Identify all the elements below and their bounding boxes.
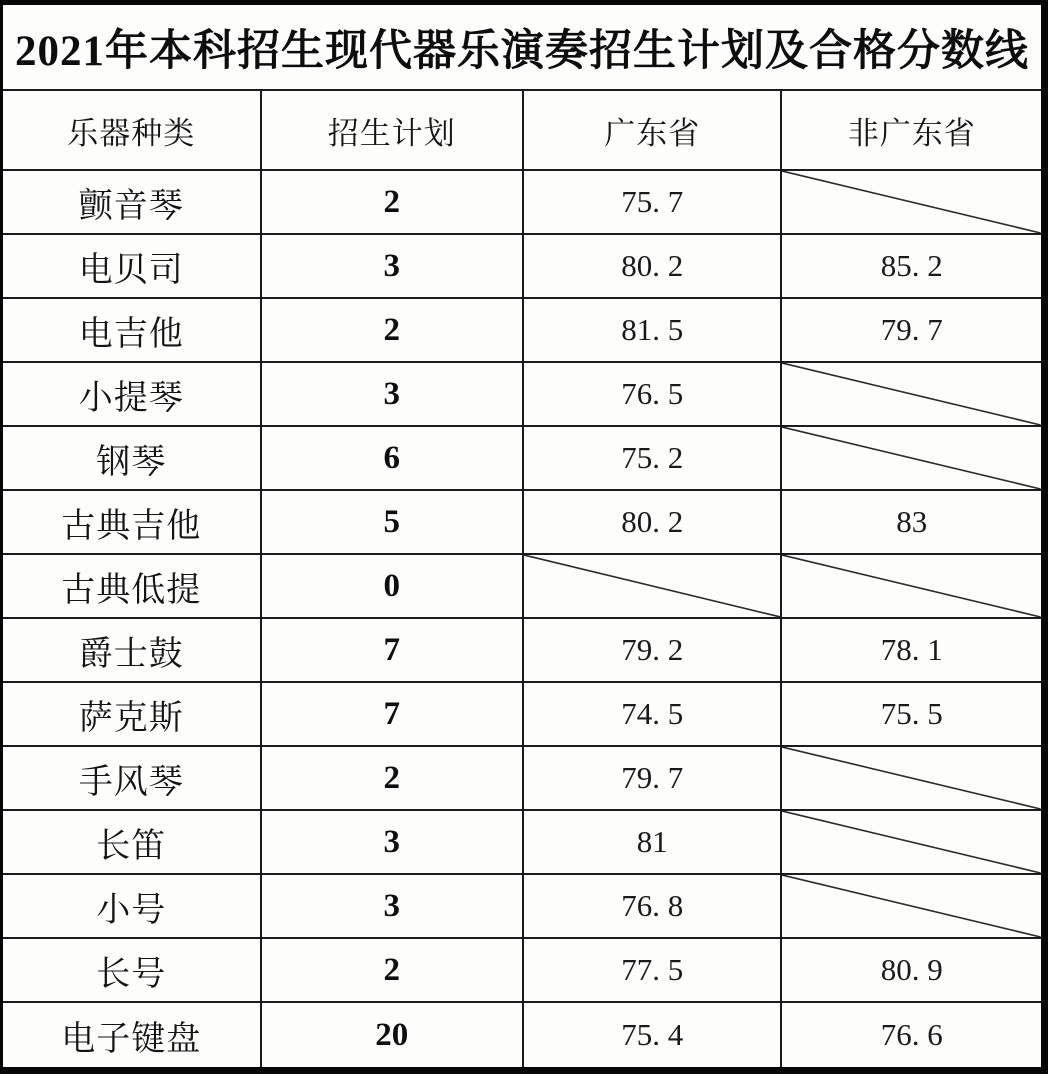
column-header-admission-plan: 招生计划 [262, 91, 524, 171]
guangdong-score-cell: 74. 5 [524, 683, 783, 747]
empty-cell-diagonal [782, 363, 1041, 427]
instrument-cell: 小提琴 [3, 363, 262, 427]
instrument-cell: 长笛 [3, 811, 262, 875]
non-guangdong-score-cell: 75. 5 [782, 683, 1041, 747]
non-guangdong-score-cell: 83 [782, 491, 1041, 555]
plan-cell: 20 [262, 1003, 524, 1067]
plan-cell: 2 [262, 939, 524, 1003]
instrument-cell: 电吉他 [3, 299, 262, 363]
guangdong-score-cell: 75. 2 [524, 427, 783, 491]
instrument-cell: 古典吉他 [3, 491, 262, 555]
diagonal-slash-line [782, 875, 1041, 937]
instrument-cell: 爵士鼓 [3, 619, 262, 683]
guangdong-score-cell: 81. 5 [524, 299, 783, 363]
plan-cell: 0 [262, 555, 524, 619]
non-guangdong-score-cell: 80. 9 [782, 939, 1041, 1003]
guangdong-score-cell: 81 [524, 811, 783, 875]
diagonal-slash-line [782, 171, 1041, 233]
instrument-cell: 小号 [3, 875, 262, 939]
column-header-instrument-type: 乐器种类 [3, 91, 262, 171]
instrument-cell: 长号 [3, 939, 262, 1003]
empty-cell-diagonal [524, 555, 783, 619]
admissions-table [3, 91, 1041, 1067]
diagonal-slash-line [782, 555, 1041, 617]
plan-cell: 3 [262, 363, 524, 427]
instrument-cell: 手风琴 [3, 747, 262, 811]
instrument-cell: 颤音琴 [3, 171, 262, 235]
plan-cell: 2 [262, 299, 524, 363]
table-title: 2021年本科招生现代器乐演奏招生计划及合格分数线 [3, 5, 1041, 91]
column-header-guangdong: 广东省 [524, 91, 783, 171]
instrument-cell: 萨克斯 [3, 683, 262, 747]
column-header-non-guangdong: 非广东省 [782, 91, 1041, 171]
empty-cell-diagonal [782, 555, 1041, 619]
instrument-cell: 古典低提 [3, 555, 262, 619]
non-guangdong-score-cell: 78. 1 [782, 619, 1041, 683]
plan-cell: 3 [262, 235, 524, 299]
non-guangdong-score-cell: 79. 7 [782, 299, 1041, 363]
instrument-cell: 电贝司 [3, 235, 262, 299]
plan-cell: 7 [262, 619, 524, 683]
empty-cell-diagonal [782, 427, 1041, 491]
diagonal-slash-line [782, 811, 1041, 873]
diagonal-slash-line [524, 555, 781, 617]
guangdong-score-cell: 79. 2 [524, 619, 783, 683]
plan-cell: 2 [262, 747, 524, 811]
empty-cell-diagonal [782, 171, 1041, 235]
plan-cell: 3 [262, 875, 524, 939]
instrument-cell: 电子键盘 [3, 1003, 262, 1067]
guangdong-score-cell: 79. 7 [524, 747, 783, 811]
plan-cell: 7 [262, 683, 524, 747]
guangdong-score-cell: 75. 7 [524, 171, 783, 235]
plan-cell: 2 [262, 171, 524, 235]
diagonal-slash-line [782, 747, 1041, 809]
guangdong-score-cell: 77. 5 [524, 939, 783, 1003]
non-guangdong-score-cell: 76. 6 [782, 1003, 1041, 1067]
plan-cell: 5 [262, 491, 524, 555]
plan-cell: 6 [262, 427, 524, 491]
diagonal-slash-line [782, 427, 1041, 489]
guangdong-score-cell: 75. 4 [524, 1003, 783, 1067]
instrument-cell: 钢琴 [3, 427, 262, 491]
empty-cell-diagonal [782, 811, 1041, 875]
empty-cell-diagonal [782, 747, 1041, 811]
empty-cell-diagonal [782, 875, 1041, 939]
diagonal-slash-line [782, 363, 1041, 425]
non-guangdong-score-cell: 85. 2 [782, 235, 1041, 299]
guangdong-score-cell: 76. 5 [524, 363, 783, 427]
guangdong-score-cell: 80. 2 [524, 235, 783, 299]
guangdong-score-cell: 76. 8 [524, 875, 783, 939]
guangdong-score-cell: 80. 2 [524, 491, 783, 555]
plan-cell: 3 [262, 811, 524, 875]
